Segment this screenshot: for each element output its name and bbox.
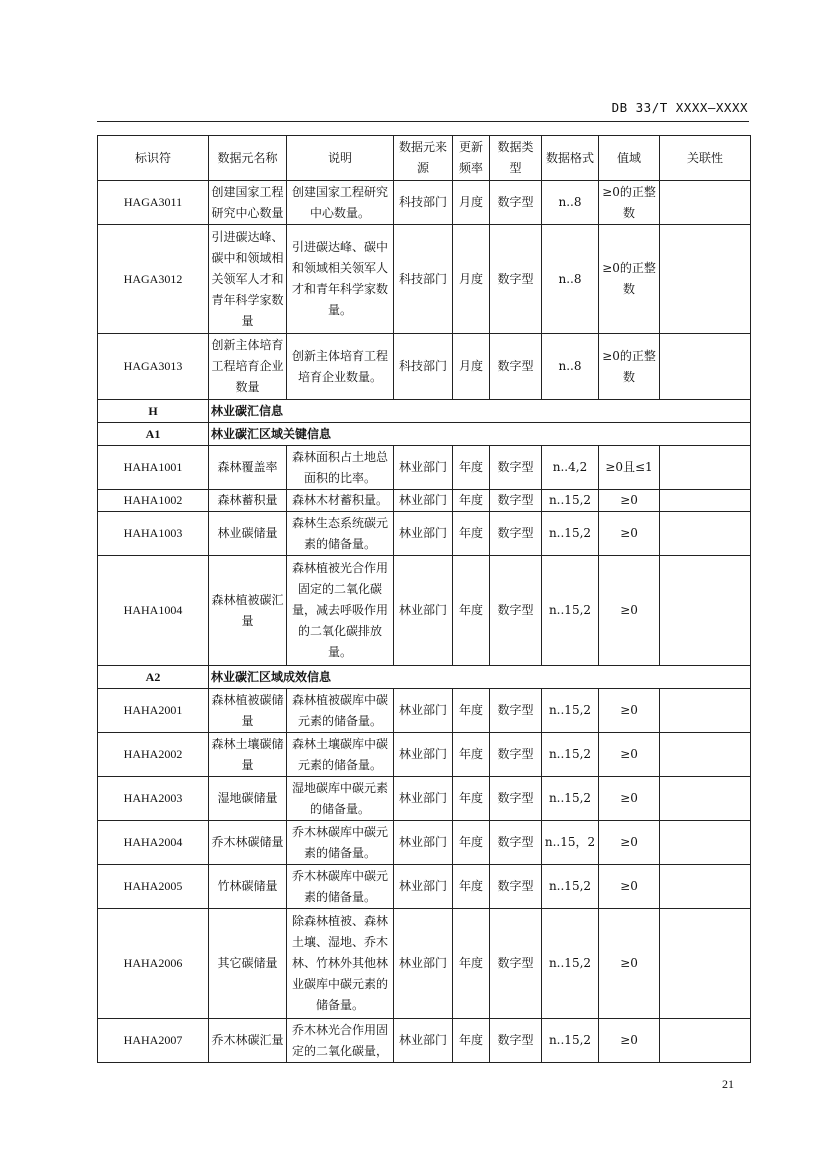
cell-range: ≥0 <box>599 1019 660 1063</box>
cell-rel <box>660 334 751 400</box>
cell-source: 林业部门 <box>394 1019 453 1063</box>
cell-type: 数字型 <box>490 777 542 821</box>
cell-range: ≥0 <box>599 733 660 777</box>
cell-desc: 除森林植被、森林土壤、湿地、乔木林、竹林外其他林业碳库中碳元素的储备量。 <box>287 909 394 1019</box>
cell-format: n..15,2 <box>542 689 599 733</box>
cell-type: 数字型 <box>490 865 542 909</box>
cell-id: HAHA2006 <box>98 909 209 1019</box>
table-row <box>98 777 751 821</box>
cell-id: HAHA1002 <box>98 490 209 512</box>
section-code: A2 <box>98 666 209 689</box>
document-code: DB 33/T XXXX—XXXX <box>611 100 748 115</box>
cell-type: 数字型 <box>490 225 542 334</box>
col-header-rel: 关联性 <box>660 136 751 181</box>
cell-desc: 乔木林碳库中碳元素的储备量。 <box>287 865 394 909</box>
cell-freq: 月度 <box>453 334 490 400</box>
cell-freq: 年度 <box>453 512 490 556</box>
cell-rel <box>660 821 751 865</box>
table-row <box>98 512 751 556</box>
cell-type: 数字型 <box>490 556 542 666</box>
cell-freq: 月度 <box>453 181 490 225</box>
cell-range: ≥0的正整数 <box>599 225 660 334</box>
cell-rel <box>660 446 751 490</box>
cell-format: n..15,2 <box>542 556 599 666</box>
cell-name: 乔木林碳储量 <box>209 821 287 865</box>
col-header-type: 数据类型 <box>490 136 542 181</box>
cell-source: 林业部门 <box>394 689 453 733</box>
cell-id: HAHA1003 <box>98 512 209 556</box>
cell-freq: 年度 <box>453 446 490 490</box>
cell-source: 林业部门 <box>394 777 453 821</box>
cell-name: 乔木林碳汇量 <box>209 1019 287 1063</box>
col-header-format: 数据格式 <box>542 136 599 181</box>
cell-id: HAHA1001 <box>98 446 209 490</box>
header-divider <box>97 121 749 122</box>
cell-rel <box>660 1019 751 1063</box>
cell-range: ≥0的正整数 <box>599 181 660 225</box>
cell-rel <box>660 181 751 225</box>
cell-name: 森林土壤碳储量 <box>209 733 287 777</box>
cell-desc: 湿地碳库中碳元素的储备量。 <box>287 777 394 821</box>
cell-source: 林业部门 <box>394 490 453 512</box>
cell-type: 数字型 <box>490 689 542 733</box>
cell-desc: 森林植被碳库中碳元素的储备量。 <box>287 689 394 733</box>
cell-source: 林业部门 <box>394 556 453 666</box>
cell-name: 森林蓄积量 <box>209 490 287 512</box>
cell-range: ≥0且≤1 <box>599 446 660 490</box>
table-row <box>98 909 751 1019</box>
cell-id: HAHA2005 <box>98 865 209 909</box>
cell-range: ≥0 <box>599 689 660 733</box>
cell-format: n..15,2 <box>542 512 599 556</box>
cell-freq: 年度 <box>453 865 490 909</box>
cell-format: n..15,2 <box>542 1019 599 1063</box>
cell-format: n..8 <box>542 225 599 334</box>
cell-source: 林业部门 <box>394 446 453 490</box>
table-row <box>98 181 751 225</box>
table-row <box>98 446 751 490</box>
cell-type: 数字型 <box>490 512 542 556</box>
cell-freq: 年度 <box>453 733 490 777</box>
cell-id: HAHA2004 <box>98 821 209 865</box>
cell-desc: 创新主体培育工程培育企业数量。 <box>287 334 394 400</box>
cell-rel <box>660 225 751 334</box>
section-row <box>98 666 751 689</box>
cell-type: 数字型 <box>490 733 542 777</box>
cell-id: HAHA1004 <box>98 556 209 666</box>
cell-source: 林业部门 <box>394 512 453 556</box>
col-header-id: 标识符 <box>98 136 209 181</box>
cell-format: n..15,2 <box>542 909 599 1019</box>
cell-freq: 年度 <box>453 777 490 821</box>
cell-freq: 年度 <box>453 556 490 666</box>
cell-rel <box>660 512 751 556</box>
cell-rel <box>660 689 751 733</box>
cell-range: ≥0 <box>599 865 660 909</box>
table-header-row <box>98 136 751 181</box>
cell-freq: 年度 <box>453 1019 490 1063</box>
table-row <box>98 689 751 733</box>
cell-format: n..15,2 <box>542 777 599 821</box>
cell-source: 林业部门 <box>394 733 453 777</box>
cell-source: 林业部门 <box>394 821 453 865</box>
cell-desc: 创建国家工程研究中心数量。 <box>287 181 394 225</box>
cell-range: ≥0 <box>599 512 660 556</box>
cell-desc: 森林土壤碳库中碳元素的储备量。 <box>287 733 394 777</box>
cell-desc: 森林生态系统碳元素的储备量。 <box>287 512 394 556</box>
cell-format: n..15,2 <box>542 733 599 777</box>
cell-id: HAGA3011 <box>98 181 209 225</box>
cell-id: HAGA3012 <box>98 225 209 334</box>
cell-range: ≥0 <box>599 490 660 512</box>
cell-name: 森林覆盖率 <box>209 446 287 490</box>
cell-source: 科技部门 <box>394 181 453 225</box>
table-row <box>98 1019 751 1063</box>
cell-desc: 乔木林碳库中碳元素的储备量。 <box>287 821 394 865</box>
cell-rel <box>660 733 751 777</box>
cell-desc: 引进碳达峰、碳中和领域相关领军人才和青年科学家数量。 <box>287 225 394 334</box>
cell-name: 创建国家工程研究中心数量 <box>209 181 287 225</box>
table-row <box>98 225 751 334</box>
cell-type: 数字型 <box>490 909 542 1019</box>
cell-desc: 乔木林光合作用固定的二氧化碳量， <box>287 1019 394 1063</box>
cell-id: HAHA2003 <box>98 777 209 821</box>
cell-source: 科技部门 <box>394 334 453 400</box>
col-header-name: 数据元名称 <box>209 136 287 181</box>
table-row <box>98 733 751 777</box>
table-row <box>98 821 751 865</box>
cell-range: ≥0 <box>599 556 660 666</box>
cell-name: 创新主体培育工程培育企业数量 <box>209 334 287 400</box>
cell-source: 林业部门 <box>394 865 453 909</box>
cell-range: ≥0的正整数 <box>599 334 660 400</box>
cell-source: 科技部门 <box>394 225 453 334</box>
cell-rel <box>660 556 751 666</box>
cell-format: n..15,2 <box>542 865 599 909</box>
cell-id: HAHA2007 <box>98 1019 209 1063</box>
section-title: 林业碳汇信息 <box>209 400 751 423</box>
col-header-freq: 更新频率 <box>453 136 490 181</box>
section-title: 林业碳汇区域成效信息 <box>209 666 751 689</box>
cell-name: 引进碳达峰、碳中和领域相关领军人才和青年科学家数量 <box>209 225 287 334</box>
cell-freq: 月度 <box>453 225 490 334</box>
cell-range: ≥0 <box>599 777 660 821</box>
cell-id: HAHA2001 <box>98 689 209 733</box>
cell-rel <box>660 777 751 821</box>
cell-format: n..15,2 <box>542 490 599 512</box>
cell-freq: 年度 <box>453 689 490 733</box>
table-row <box>98 334 751 400</box>
cell-type: 数字型 <box>490 821 542 865</box>
cell-id: HAGA3013 <box>98 334 209 400</box>
cell-format: n..8 <box>542 181 599 225</box>
cell-desc: 森林植被光合作用固定的二氧化碳量，减去呼吸作用的二氧化碳排放量。 <box>287 556 394 666</box>
cell-desc: 森林木材蓄积量。 <box>287 490 394 512</box>
cell-freq: 年度 <box>453 909 490 1019</box>
cell-name: 森林植被碳汇量 <box>209 556 287 666</box>
cell-range: ≥0 <box>599 909 660 1019</box>
cell-type: 数字型 <box>490 181 542 225</box>
col-header-range: 值域 <box>599 136 660 181</box>
cell-freq: 年度 <box>453 821 490 865</box>
cell-name: 竹林碳储量 <box>209 865 287 909</box>
cell-name: 林业碳储量 <box>209 512 287 556</box>
table-row <box>98 865 751 909</box>
cell-rel <box>660 490 751 512</box>
cell-desc: 森林面积占土地总面积的比率。 <box>287 446 394 490</box>
cell-rel <box>660 909 751 1019</box>
cell-format: n..15，2 <box>542 821 599 865</box>
cell-name: 湿地碳储量 <box>209 777 287 821</box>
section-title: 林业碳汇区域关键信息 <box>209 423 751 446</box>
cell-type: 数字型 <box>490 334 542 400</box>
cell-type: 数字型 <box>490 490 542 512</box>
cell-rel <box>660 865 751 909</box>
section-code: H <box>98 400 209 423</box>
cell-type: 数字型 <box>490 1019 542 1063</box>
cell-name: 森林植被碳储量 <box>209 689 287 733</box>
col-header-source: 数据元来源 <box>394 136 453 181</box>
section-row <box>98 423 751 446</box>
table-row <box>98 490 751 512</box>
cell-name: 其它碳储量 <box>209 909 287 1019</box>
section-code: A1 <box>98 423 209 446</box>
cell-source: 林业部门 <box>394 909 453 1019</box>
page-number: 21 <box>722 1077 734 1091</box>
col-header-desc: 说明 <box>287 136 394 181</box>
section-row <box>98 400 751 423</box>
cell-freq: 年度 <box>453 490 490 512</box>
cell-range: ≥0 <box>599 821 660 865</box>
cell-id: HAHA2002 <box>98 733 209 777</box>
cell-format: n..4,2 <box>542 446 599 490</box>
table-row <box>98 556 751 666</box>
data-element-table <box>97 135 751 1063</box>
cell-format: n..8 <box>542 334 599 400</box>
cell-type: 数字型 <box>490 446 542 490</box>
